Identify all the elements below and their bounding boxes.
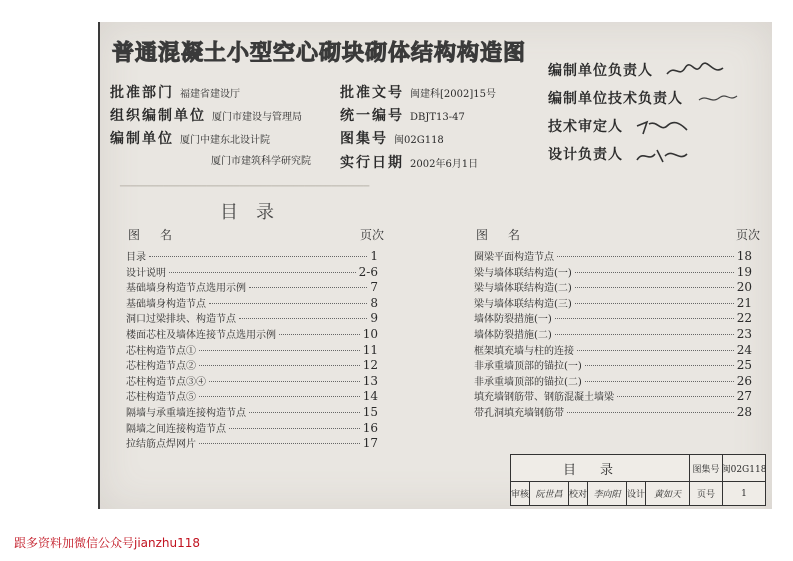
toc-row-leader xyxy=(575,303,734,304)
toc-row-name: 墙体防裂措施(一) xyxy=(474,314,552,326)
toc-row-name: 梁与墙体联结构造(二) xyxy=(474,283,572,295)
toc-row-leader xyxy=(575,272,734,273)
toc-row-leader xyxy=(199,350,360,351)
unified-no-label: 统一编号 xyxy=(340,108,404,124)
toc-row-leader xyxy=(279,334,360,335)
toc-row-name: 隔墙与承重墙连接构造节点 xyxy=(126,408,246,419)
title-block xyxy=(510,454,766,506)
toc-row-page: 9 xyxy=(370,311,378,326)
design-label: 设计 xyxy=(627,482,646,505)
unified-no xyxy=(340,105,465,125)
toc-row xyxy=(126,343,378,357)
toc-row-page: 15 xyxy=(362,405,378,419)
toc-row xyxy=(126,389,378,403)
toc-row-page: 14 xyxy=(362,389,378,404)
toc-row xyxy=(474,343,752,357)
atlas-no-value: 闽02G118 xyxy=(394,135,444,146)
toc-row xyxy=(474,296,752,310)
toc-row-name: 隔墙之间连接构造节点 xyxy=(126,423,226,435)
toc-row xyxy=(126,280,378,294)
edit-unit-value: 厦门中建东北设计院 xyxy=(180,135,270,146)
sig-tech-head-label: 编制单位技术负责人 xyxy=(548,91,683,107)
drawing-sheet xyxy=(98,22,772,509)
handwritten-signature-icon xyxy=(665,62,725,80)
sig-design-head xyxy=(548,144,695,164)
toc-col-name-left: 图名 xyxy=(128,228,193,242)
approve-no xyxy=(340,82,496,102)
toc-row xyxy=(126,436,378,450)
toc-row-leader xyxy=(199,443,360,444)
toc-row-leader xyxy=(239,318,367,319)
toc-row-name: 圈梁平面构造节点 xyxy=(474,252,554,263)
page-label: 页号 xyxy=(690,482,723,505)
toc-row-name: 非承重墙顶部的锚拉(二) xyxy=(474,376,582,388)
approve-no-value: 闽建科[2002]15号 xyxy=(410,89,496,100)
toc-row-leader xyxy=(555,318,734,319)
toc-row-name: 芯柱构造节点③④ xyxy=(126,376,206,388)
toc-row-page: 2-6 xyxy=(358,264,378,279)
toc-row xyxy=(474,311,752,325)
toc-row xyxy=(474,327,752,341)
approve-dept xyxy=(110,82,240,102)
toc-row-name: 基础墙身构造节点选用示例 xyxy=(126,283,246,295)
toc-row-page: 20 xyxy=(736,280,752,295)
toc-row-page: 26 xyxy=(736,373,752,388)
toc-row-leader xyxy=(557,256,734,257)
toc-row-name: 填充墙钢筋带、钢筋混凝土墙梁 xyxy=(474,392,614,404)
title-block-atlas-value: 闽02G118 xyxy=(721,464,767,475)
document-title: 普通混凝土小型空心砌块砌体结构构造图 xyxy=(112,40,527,66)
handwritten-signature-icon xyxy=(635,118,695,136)
toc-row-page: 22 xyxy=(736,311,752,326)
toc-row-leader xyxy=(249,287,367,288)
unified-no-value: DBJT13-47 xyxy=(410,112,465,123)
org-unit-label: 组织编制单位 xyxy=(110,108,206,124)
toc-row-page: 16 xyxy=(362,420,378,435)
toc-row-leader xyxy=(577,350,734,351)
toc-row-name: 框架填充墙与柱的连接 xyxy=(474,345,574,357)
title-block-row-2 xyxy=(511,482,765,505)
toc-row-page: 23 xyxy=(736,327,752,341)
toc-row xyxy=(474,280,752,294)
atlas-no xyxy=(340,128,444,148)
toc-row-page: 13 xyxy=(362,373,378,388)
toc-row xyxy=(126,358,378,372)
toc-row-page: 11 xyxy=(362,342,378,357)
toc-row-leader xyxy=(149,256,367,257)
toc-row-leader xyxy=(555,334,734,335)
edit-unit-2 xyxy=(205,152,311,168)
toc-row-page: 18 xyxy=(736,249,752,263)
toc-row-leader xyxy=(199,365,360,366)
edit-unit xyxy=(110,128,270,148)
atlas-no-label: 图集号 xyxy=(340,131,388,147)
toc-row xyxy=(126,249,378,263)
review-label: 审核 xyxy=(511,482,530,505)
sig-tech-review-label: 技术审定人 xyxy=(548,119,623,135)
page-value: 1 xyxy=(741,488,747,499)
approve-dept-label: 批准部门 xyxy=(110,85,174,101)
toc-row-page: 19 xyxy=(736,264,752,279)
edit-unit-value-2: 厦门市建筑科学研究院 xyxy=(211,156,311,167)
handwritten-signature-icon xyxy=(695,90,755,108)
toc-row xyxy=(474,249,752,263)
handwritten-signature-icon xyxy=(635,146,695,164)
toc-title: 目录 xyxy=(220,202,292,223)
toc-row-leader xyxy=(229,428,360,429)
toc-row-leader xyxy=(585,381,734,382)
toc-row-name: 带孔洞填充墙钢筋带 xyxy=(474,408,564,419)
toc-row xyxy=(126,327,378,341)
toc-row-name: 目录 xyxy=(126,252,146,263)
toc-row-name: 洞口过梁排块、构造节点 xyxy=(126,314,236,326)
toc-row xyxy=(126,421,378,435)
toc-row-name: 芯柱构造节点② xyxy=(126,361,196,373)
toc-row xyxy=(126,265,378,279)
toc-row xyxy=(474,358,752,372)
toc-row-page: 24 xyxy=(736,342,752,357)
toc-row-page: 17 xyxy=(362,436,378,451)
toc-row-name: 芯柱构造节点① xyxy=(126,345,196,357)
toc-row-leader xyxy=(617,396,734,397)
sig-tech-head xyxy=(548,88,755,108)
toc-row-leader xyxy=(199,396,360,397)
toc-col-page-right: 页次 xyxy=(736,228,761,242)
toc-row xyxy=(126,311,378,325)
title-block-atlas-label: 图集号 xyxy=(690,455,723,481)
effective-date-label: 实行日期 xyxy=(340,155,404,171)
toc-row-name: 设计说明 xyxy=(126,267,166,279)
toc-row-name: 非承重墙顶部的锚拉(一) xyxy=(474,361,582,373)
approve-dept-value: 福建省建设厅 xyxy=(180,89,240,100)
toc-row-page: 8 xyxy=(370,295,378,310)
edit-unit-label: 编制单位 xyxy=(110,131,174,147)
toc-row-page: 1 xyxy=(370,249,378,263)
toc-row xyxy=(474,405,752,419)
toc-row xyxy=(126,296,378,310)
toc-row xyxy=(126,405,378,419)
effective-date-value: 2002年6月1日 xyxy=(410,159,479,170)
sig-unit-head xyxy=(548,60,725,80)
toc-row-leader xyxy=(567,412,734,413)
toc-row-leader xyxy=(209,303,367,304)
toc-row-name: 梁与墙体联结构造(三) xyxy=(474,298,572,310)
toc-row-name: 芯柱构造节点⑤ xyxy=(126,392,196,404)
sig-design-head-label: 设计负责人 xyxy=(548,147,623,163)
toc-col-name-right: 图名 xyxy=(476,228,541,242)
review-signature: 阮世昌 xyxy=(530,482,569,505)
sig-unit-head-label: 编制单位负责人 xyxy=(548,63,653,79)
check-signature: 李向阳 xyxy=(588,482,627,505)
toc-row-leader xyxy=(209,381,360,382)
org-unit xyxy=(110,105,302,125)
toc-row xyxy=(474,374,752,388)
toc-row-name: 梁与墙体联结构造(一) xyxy=(474,267,572,279)
toc-row-page: 28 xyxy=(736,405,752,419)
toc-row-leader xyxy=(249,412,360,413)
watermark-text: 跟多资料加微信公众号jianzhu118 xyxy=(14,536,201,550)
toc-row-name: 楼面芯柱及墙体连接节点选用示例 xyxy=(126,330,276,341)
check-label: 校对 xyxy=(569,482,588,505)
title-block-name: 目录 xyxy=(511,455,690,481)
toc-row xyxy=(474,389,752,403)
design-signature: 黄如天 xyxy=(646,482,690,505)
toc-row-page: 12 xyxy=(362,358,378,373)
toc-row-page: 10 xyxy=(362,327,378,341)
toc-row-page: 21 xyxy=(736,295,752,310)
toc-row-page: 27 xyxy=(736,389,752,404)
toc-row xyxy=(126,374,378,388)
toc-row-page: 25 xyxy=(736,358,752,373)
toc-row-name: 基础墙身构造节点 xyxy=(126,298,206,310)
toc-row-leader xyxy=(585,365,734,366)
approve-no-label: 批准文号 xyxy=(340,85,404,101)
org-unit-value: 厦门市建设与管理局 xyxy=(212,112,302,123)
sig-tech-review xyxy=(548,116,695,136)
effective-date xyxy=(340,152,478,172)
toc-row-leader xyxy=(575,287,734,288)
title-block-row-1 xyxy=(511,455,765,482)
toc-row-page: 7 xyxy=(370,280,378,295)
toc-row-name: 墙体防裂措施(二) xyxy=(474,330,552,341)
toc-col-page-left: 页次 xyxy=(360,228,385,242)
toc-row xyxy=(474,265,752,279)
ghost-text: ━━━━━━━━━━━━━━━━━━━━━━━━━━━━━━━━━━━━━━━━━━━━━━ xyxy=(120,182,370,192)
toc-row-name: 拉结筋点焊网片 xyxy=(126,439,196,451)
toc-row-leader xyxy=(169,272,356,273)
